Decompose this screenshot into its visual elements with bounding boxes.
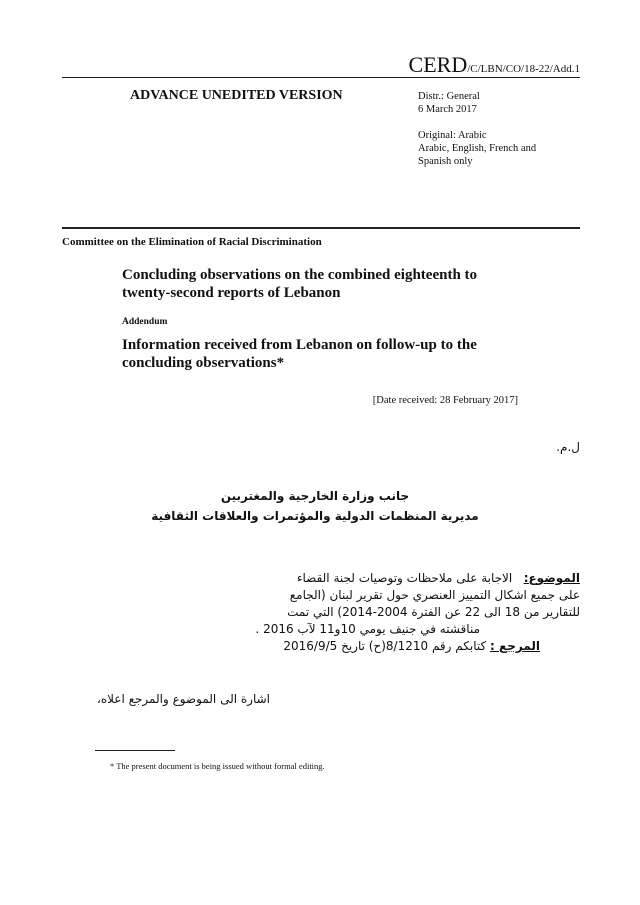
title-line-1: Concluding observations on the combined eighteenth to	[122, 267, 478, 283]
languages-line-1: Arabic, English, French and	[418, 143, 537, 154]
addressee-line-2: مديرية المنظمات الدولية والمؤتمرات والعلاقات الثقافية	[151, 509, 479, 523]
distribution: Distr.: General	[418, 91, 480, 102]
footnote-rule	[95, 750, 175, 751]
issue-date: 6 March 2017	[418, 104, 477, 115]
reference-text: كتابكم رقم 8/1210(ح) تاريخ 2016/9/5	[283, 639, 487, 653]
subject-line-2: على جميع اشكال التمييز العنصري حول تقرير لبنان (الجامع	[289, 588, 580, 602]
arabic-salutation: ل.م.	[556, 440, 580, 454]
language-info	[418, 129, 536, 168]
symbol-main: CERD	[408, 52, 468, 77]
addressee-line-1: جانب وزارة الخارجية والمغتربين	[220, 489, 410, 503]
symbol-suffix: /C/LBN/CO/18-22/Add.1	[467, 63, 580, 75]
subject-label: الموضوع:	[523, 571, 580, 585]
distribution-info	[418, 90, 480, 116]
subject-line-3: للتقارير من 18 الى 22 عن الفترة 2004-2014) التي تمت	[287, 605, 580, 619]
original-language: Original: Arabic	[418, 130, 487, 141]
thick-rule	[62, 227, 580, 229]
addendum-label: Addendum	[122, 317, 168, 327]
arabic-addressee	[0, 486, 630, 526]
reference-sentence: اشارة الى الموضوع والمرجع اعلاه،	[96, 692, 270, 706]
committee-name: Committee on the Elimination of Racial Discrimination	[62, 236, 322, 248]
subject-line-1: الاجابة على ملاحظات وتوصيات لجنة القضاء	[296, 571, 513, 585]
reference-label: المرجع :	[490, 639, 540, 653]
footnote: * The present document is being issued without formal editing.	[110, 761, 325, 771]
date-received: [Date received: 28 February 2017]	[372, 395, 518, 406]
info-line-1: Information received from Lebanon on follow-up to the	[122, 337, 477, 353]
languages-line-2: Spanish only	[418, 156, 473, 167]
info-title	[122, 336, 542, 372]
info-line-2: concluding observations*	[122, 355, 285, 371]
subject-line-4: مناقشته في جنيف يومي 10و11 لآب 2016 .	[255, 622, 480, 636]
document-symbol	[409, 52, 580, 78]
arabic-subject	[255, 570, 580, 655]
header-rule	[62, 77, 580, 78]
title-line-2: twenty-second reports of Lebanon	[122, 285, 341, 301]
advance-unedited-label: ADVANCE UNEDITED VERSION	[130, 88, 343, 103]
document-title	[122, 266, 542, 302]
